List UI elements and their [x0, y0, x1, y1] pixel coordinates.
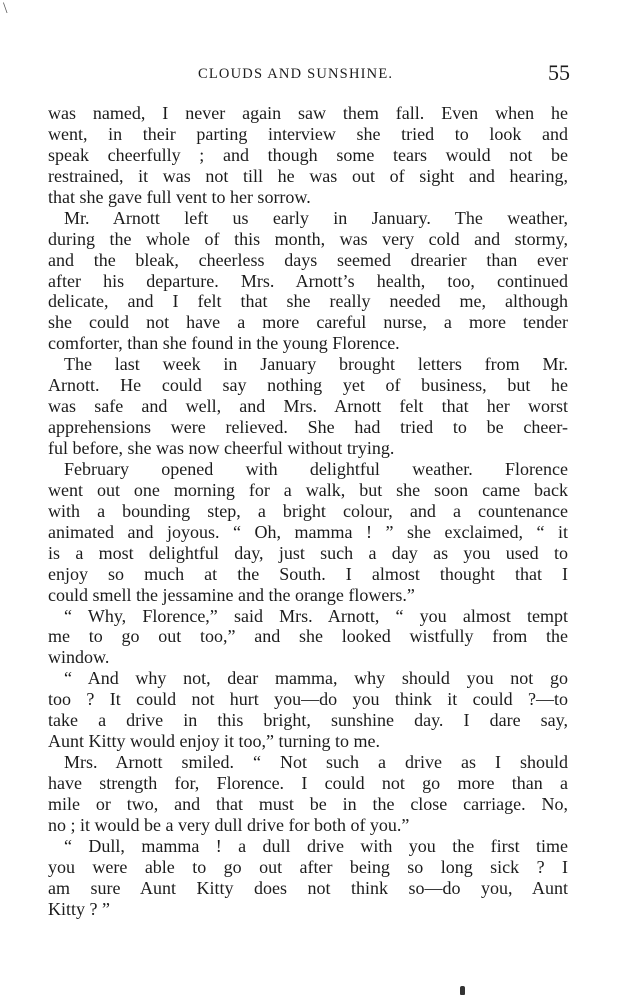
- text-line: Arnott. He could say nothing yet of business, but he: [48, 375, 568, 396]
- text-line: after his departure. Mrs. Arnott’s health, too, continued: [48, 270, 568, 291]
- text-line: you were able to go out after being so long sick ? I: [48, 856, 568, 877]
- running-title: CLOUDS AND SUNSHINE.: [198, 66, 394, 82]
- text-line: that she gave full vent to her sorrow.: [48, 186, 311, 207]
- text-line: take a drive in this bright, sunshine day. I dare say,: [48, 710, 568, 731]
- text-line: speak cheerfully ; and though some tears would not be: [48, 144, 568, 165]
- text-line: no ; it would be a very dull drive for both of you.”: [48, 814, 410, 835]
- text-line: February opened with delightful weather. Florence: [64, 458, 568, 479]
- text-line: could smell the jessamine and the orange flowers.”: [48, 584, 415, 605]
- text-line: is a most delightful day, just such a day as you used to: [48, 542, 568, 563]
- text-line: “ Why, Florence,” said Mrs. Arnott, “ you almost tempt: [64, 605, 568, 626]
- text-line: enjoy so much at the South. I almost thought that I: [48, 563, 568, 584]
- ink-mark: [460, 986, 465, 995]
- page-edge-mark: \: [3, 0, 8, 17]
- text-line: restrained, it was not till he was out of sight and hearing,: [48, 165, 568, 186]
- text-line: animated and joyous. “ Oh, mamma ! ” she exclaimed, “ it: [48, 521, 568, 542]
- text-line: with a bounding step, a bright colour, and a countenance: [48, 500, 568, 521]
- text-line: comforter, than she found in the young Florence.: [48, 333, 400, 354]
- text-line: “ And why not, dear mamma, why should you not go: [64, 668, 568, 689]
- text-line: delicate, and I felt that she really needed me, although: [48, 291, 568, 312]
- text-line: mile or two, and that must be in the close carriage. No,: [48, 793, 568, 814]
- text-line: The last week in January brought letters from Mr.: [64, 354, 568, 375]
- text-line: went out one morning for a walk, but she soon came back: [48, 479, 568, 500]
- text-line: and the bleak, cheerless days seemed drearier than ever: [48, 249, 568, 270]
- text-line: was named, I never again saw them fall. Even when he: [48, 103, 568, 123]
- text-line: Kitty ? ”: [48, 898, 110, 919]
- text-line: am sure Aunt Kitty does not think so—do you, Aunt: [48, 877, 568, 898]
- text-line: window.: [48, 647, 110, 668]
- text-line: apprehensions were relieved. She had tried to be cheer-: [48, 417, 568, 438]
- text-line: Mrs. Arnott smiled. “ Not such a drive as I should: [64, 752, 568, 773]
- text-line: have strength for, Florence. I could not go more than a: [48, 773, 568, 793]
- text-line: Mr. Arnott left us early in January. The weather,: [64, 207, 568, 228]
- page-header: [48, 62, 568, 88]
- text-line: was safe and well, and Mrs. Arnott felt that her worst: [48, 396, 568, 417]
- text-line: “ Dull, mamma ! a dull drive with you the first time: [64, 835, 568, 856]
- text-line: during the whole of this month, was very cold and stormy,: [48, 228, 568, 249]
- text-line: too ? It could not hurt you—do you think it could ?—to: [48, 689, 568, 710]
- text-line: ful before, she was now cheerful without trying.: [48, 438, 395, 458]
- body-text: [48, 103, 568, 920]
- text-line: Aunt Kitty would enjoy it too,” turning to me.: [48, 731, 380, 752]
- text-line: went, in their parting interview she tried to look and: [48, 123, 568, 144]
- page-number: 55: [548, 60, 570, 85]
- text-line: she could not have a more careful nurse, a more tender: [48, 312, 568, 333]
- text-line: me to go out too,” and she looked wistfully from the: [48, 626, 568, 647]
